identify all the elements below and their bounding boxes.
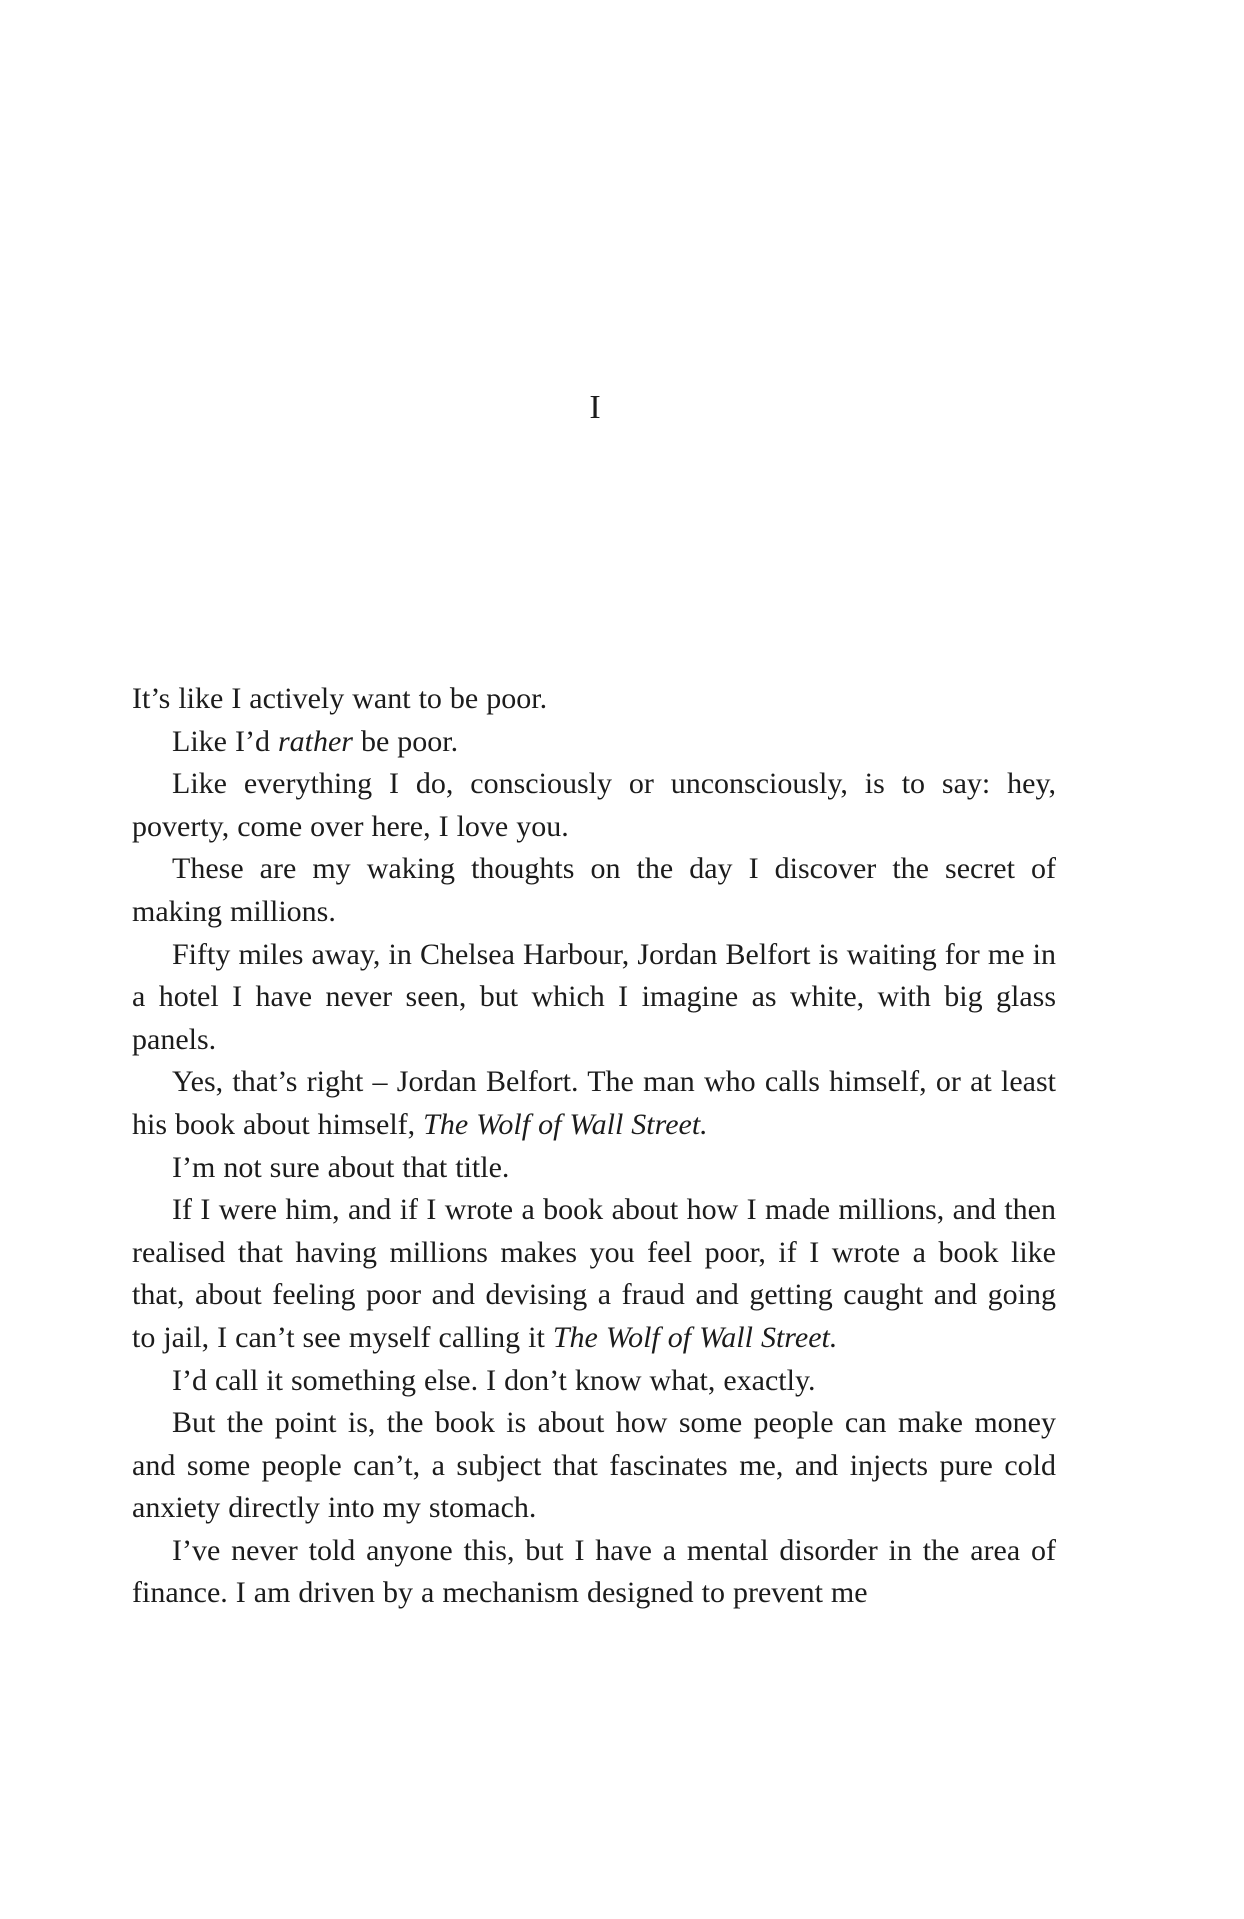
book-title-emphasis: The Wolf of Wall Street. xyxy=(423,1107,708,1141)
body-text xyxy=(132,678,1056,1615)
paragraph-3: Like everything I do, consciously or unconsciously, is to say: hey, poverty, come over here, I love you. xyxy=(132,767,1056,843)
paragraph-6-lead: Yes, that’s right – Jordan Belfort. The man who calls himself, or at least his book about himself, xyxy=(132,1065,1056,1141)
paragraph-11: I’ve never told anyone this, but I have a mental disorder in the area of finance. I am driven by a mechanism designed to prevent me xyxy=(132,1533,1056,1610)
paragraph-9: I’d call it something else. I don’t know what, exactly. xyxy=(172,1363,816,1397)
paragraph-2-tail: be poor. xyxy=(352,724,459,758)
paragraph-6 xyxy=(132,1061,1056,1146)
paragraph-8-lead: If I were him, and if I wrote a book about how I made millions, and then realised that having millions makes you feel poor, if I wrote a book like that, about feeling poor and devising a fraud and getting caught and going to jail, I can’t see myself calling it xyxy=(132,1193,1056,1354)
paragraph-2 xyxy=(132,721,1056,764)
paragraph-2-lead: Like I’d xyxy=(172,724,278,758)
chapter-number: I xyxy=(589,389,601,426)
paragraph-5: Fifty miles away, in Chelsea Harbour, Jordan Belfort is waiting for me in a hotel I have never seen, but which I imagine as white, with big glass panels. xyxy=(132,937,1056,1056)
paragraph-2-emphasis: rather xyxy=(277,724,353,758)
paragraph-10: But the point is, the book is about how some people can make money and some people can’t, a subject that fascinates me, and injects pure cold anxiety directly into my stomach. xyxy=(132,1406,1056,1525)
paragraph-4: These are my waking thoughts on the day I discover the secret of making millions. xyxy=(132,852,1056,928)
paragraph-1: It’s like I actively want to be poor. xyxy=(132,682,548,715)
paragraph-7: I’m not sure about that title. xyxy=(172,1150,510,1184)
book-title-emphasis: The Wolf of Wall Street. xyxy=(552,1320,838,1354)
paragraph-8 xyxy=(132,1189,1056,1359)
